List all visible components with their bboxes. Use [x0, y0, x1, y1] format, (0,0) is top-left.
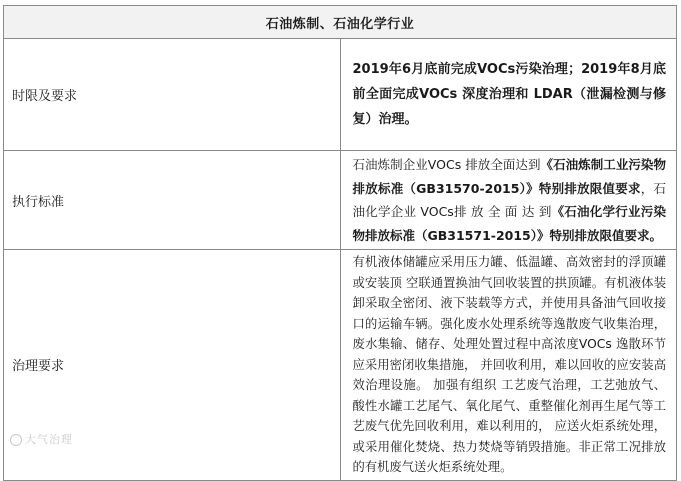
table-row — [4, 250, 677, 481]
row-content: 有机液体储罐应采用压力罐、低温罐、高效密封的浮顶罐或安装顶 空联通置换油气回收装置的拱顶罐。有机液体装卸采取全密闭、液下装载等方式，并使用具备油气回收接口的运输车辆。强化废水处理系统等逸散废气收集治理，废水集输、储存、处理处置过程中高浓度VOCs 逸散环节应采用密闭收集措施， 并回收利用，难以回收的应安装高效治理设施。 加强有组织 工艺废气治理，工艺弛放气、酸性水罐工艺尾气、氧化尾气、重整催化剂再生尾气等工艺废气优先回收利用，难以利用的， 应送火炬系统处理，或采用催化焚烧、热力焚烧等销毁措施。非正常工况排放的有机废气送火炬系统处理。 — [340, 250, 677, 481]
standard-name: 《石油炼制工业污染物排放标准（GB31570-2015）》特别排放限值要求 — [352, 157, 666, 196]
row-label: 执行标准 — [4, 151, 341, 250]
table-header: 石油炼制、石油化学行业 — [4, 6, 677, 39]
table-row — [4, 151, 677, 250]
watermark — [10, 431, 73, 447]
standard-name: 《石油化学行业污染物排放标准（GB31571-2015）》特别排放限值要求。 — [352, 204, 666, 243]
row-content: 2019年6月底前完成VOCs污染治理；2019年8月底前全面完成VOCs 深度治理和 LDAR（泄漏检测与修复）治理。 — [340, 39, 677, 151]
table-row — [4, 39, 677, 151]
watermark-text: 大气治理 — [25, 433, 73, 446]
row-label: 治理要求 — [4, 250, 341, 481]
policy-table — [3, 5, 677, 481]
standard-text: ，石油化学企业 VOCs排 放 全 面 达 到 — [352, 180, 666, 219]
row-content — [340, 151, 677, 250]
logo-icon — [10, 434, 22, 446]
row-label: 时限及要求 — [4, 39, 341, 151]
standard-text: 石油炼制企业VOCs 排放全面达到 — [352, 157, 541, 172]
